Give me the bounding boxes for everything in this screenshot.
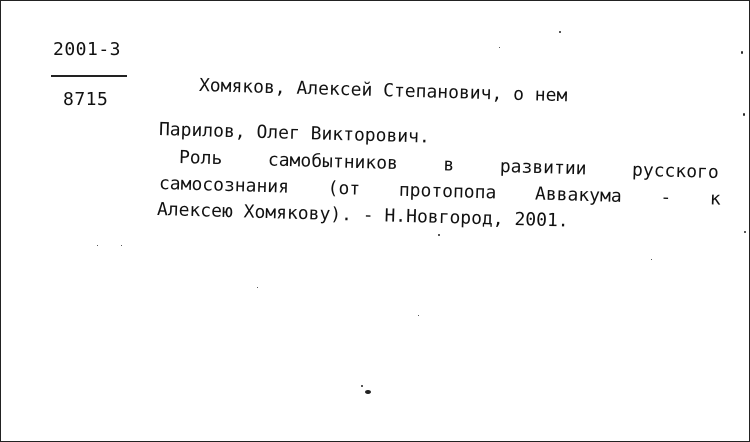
title-word: самосознания bbox=[158, 173, 290, 198]
scan-speck bbox=[97, 245, 98, 246]
author-heading: Парилов, Олег Викторович. bbox=[158, 119, 431, 148]
scan-speck bbox=[365, 390, 371, 394]
scan-speck bbox=[743, 113, 745, 116]
title-word: Аввакума bbox=[534, 183, 622, 207]
subject-heading: Хомяков, Алексей Степанович, о нем bbox=[198, 75, 568, 107]
call-number-divider bbox=[51, 75, 127, 77]
scan-speck bbox=[741, 51, 743, 54]
title-word: самобытников bbox=[267, 149, 399, 175]
title-word: к bbox=[709, 188, 722, 210]
title-word: русского bbox=[631, 159, 720, 184]
title-word: в bbox=[443, 154, 455, 176]
scan-speck bbox=[651, 259, 652, 260]
scan-speck bbox=[257, 287, 258, 288]
scan-speck bbox=[744, 231, 746, 233]
inventory-number: 8715 bbox=[63, 89, 109, 110]
scan-speck bbox=[121, 245, 122, 246]
scan-speck bbox=[418, 315, 419, 316]
title-word: - bbox=[660, 187, 672, 209]
call-number: 2001-3 bbox=[53, 39, 122, 60]
title-word: протопопа bbox=[398, 179, 497, 204]
title-word: (от bbox=[327, 177, 361, 200]
title-line-3: Алексею Хомякову). - Н.Новгород, 2001. bbox=[156, 199, 569, 232]
scan-speck bbox=[559, 31, 561, 33]
scan-speck bbox=[361, 385, 363, 387]
title-word: Роль bbox=[178, 147, 223, 170]
scan-speck bbox=[438, 234, 440, 236]
title-word: развитии bbox=[499, 155, 587, 180]
scan-speck bbox=[499, 47, 500, 48]
